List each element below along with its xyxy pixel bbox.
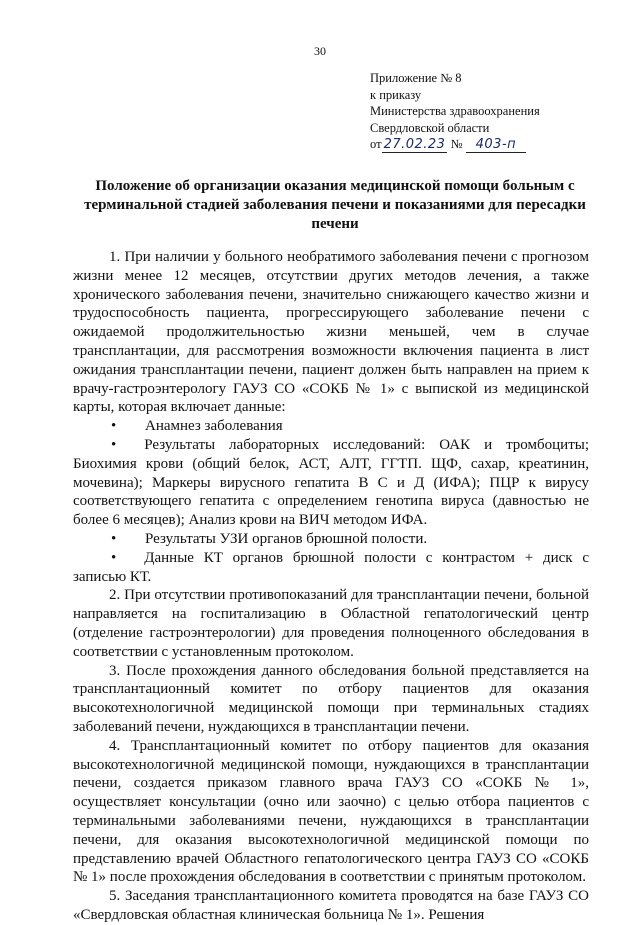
bullet-item-1 bbox=[73, 417, 589, 436]
number-prefix: № bbox=[450, 137, 463, 151]
date-prefix: от bbox=[370, 137, 382, 151]
bullet-text-1: Анамнез заболевания bbox=[145, 418, 283, 435]
appendix-date-line bbox=[370, 136, 540, 154]
bullet-item-4 bbox=[73, 549, 589, 587]
bullet-text-3: Результаты УЗИ органов брюшной полости. bbox=[145, 530, 428, 547]
page-number: 30 bbox=[314, 44, 326, 58]
bullet-icon: • bbox=[111, 436, 117, 453]
bullet-text-4: Данные КТ органов брюшной полости с контрастом + диск с записью КТ. bbox=[73, 549, 589, 585]
bullet-icon: • bbox=[111, 549, 117, 566]
appendix-block bbox=[370, 70, 540, 154]
paragraph-4: 4. Трансплантационный комитет по отбору пациентов для оказания высокотехнологичной медицинской помощи, нуждающихся в трансплантации печени, создается приказом главного врача ГАУЗ СО «СОКБ № 1», осуществляет консультации (очно или заочно) с целью отбора пациентов с терминальными заболеваниями печени, нуждающихся в трансплантации печени, для оказания высокотехнологичной медицинской помощи по представлению врачей Областного гепатологического центра ГАУЗ СО «СОКБ № 1» после прохождения обследования в соответствии с принятым протоколом. bbox=[73, 737, 589, 886]
bullet-text-2: Результаты лабораторных исследований: ОАК и тромбоциты; Биохимия крови (общий белок, АСТ, АЛТ, ГГТП. ЩФ, сахар, креатинин, мочевина); Маркеры вирусного гепатита В С и Д (ИФА); ПЦР к вирусу соответствующего гепатита с определением генотипа вируса (давностью не более 6 месяцев); Анализ крови на ВИЧ методом ИФА. bbox=[73, 436, 589, 529]
paragraph-5: 5. Заседания трансплантационного комитета проводятся на базе ГАУЗ СО «Свердловская областная клиническая больница № 1». Решения bbox=[73, 888, 589, 923]
bullet-item-3 bbox=[73, 530, 589, 549]
appendix-line-4: Свердловской области bbox=[370, 120, 490, 135]
handwritten-date: 27.02.23 bbox=[383, 137, 446, 152]
bullet-icon: • bbox=[111, 418, 117, 435]
paragraph-2: 2. При отсутствии противопоказаний для трансплантации печени, больной направляется на госпитализацию в Областной гепатологический центр (отделение гастроэнтерологии) для проведения полноценного обследования в соответствии с установленным протоколом. bbox=[73, 587, 589, 660]
paragraph-3: 3. После прохождения данного обследования больной представляется на трансплантационный комитет по отбору пациентов для оказания высокотехнологичной медицинской помощи при терминальных стадиях заболеваний печени, нуждающихся в трансплантации печени. bbox=[73, 662, 589, 735]
document-title: Положение об организации оказания медицинской помощи больным с терминальной стадией заболевания печени и показаниями для пересадки печени bbox=[84, 178, 586, 232]
handwritten-order-number: 403-п bbox=[466, 137, 527, 153]
bullet-icon: • bbox=[111, 530, 117, 547]
appendix-line-1: Приложение № 8 bbox=[370, 71, 462, 85]
bullet-item-2 bbox=[73, 436, 589, 530]
document-body bbox=[73, 248, 589, 925]
appendix-line-3: Министерства здравоохранения bbox=[370, 104, 540, 118]
paragraph-1: 1. При наличии у больного необратимого заболевания печени с прогнозом жизни менее 12 месяцев, отсутствии других методов лечения, а также хронического заболевания печени, значительно снижающего качество жизни и трудоспособность пациента, прогрессирующего заболевание печени с ожидаемой продолжительностью жизни меньшей, чем в случае трансплантации, для рассмотрения возможности включения пациента в лист ожидания трансплантации печени, пациент должен быть направлен на прием к врачу-гастроэнтерологу ГАУЗ СО «СОКБ № 1» с выпиской из медицинской карты, которая включает данные: bbox=[73, 249, 589, 416]
appendix-line-2: к приказу bbox=[370, 87, 422, 102]
